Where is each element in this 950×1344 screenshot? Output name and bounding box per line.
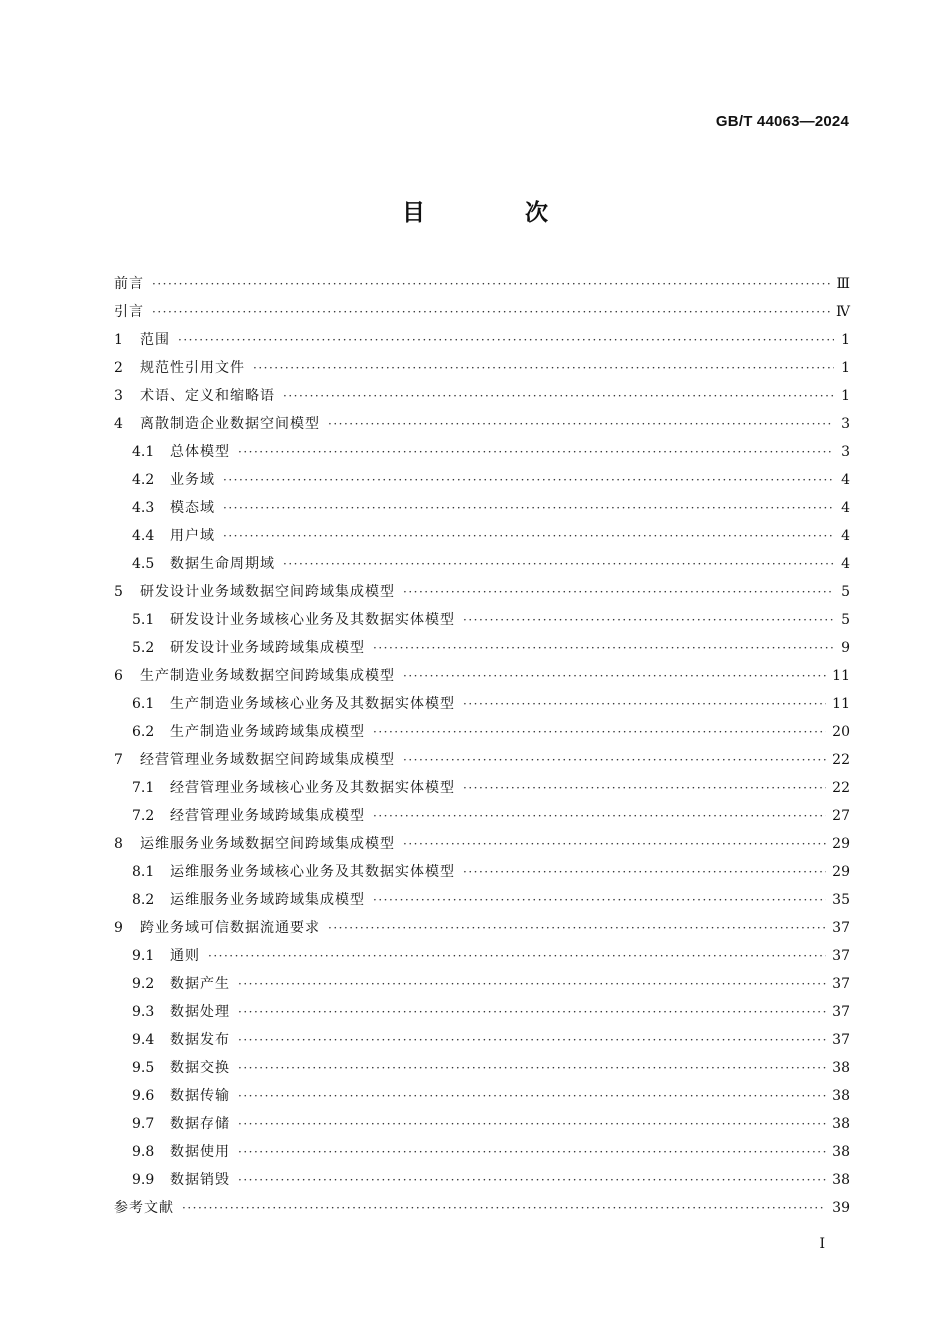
toc-entry-page: 3 bbox=[841, 444, 850, 460]
toc-entry-label: 研发设计业务域数据空间跨域集成模型 bbox=[140, 584, 395, 600]
toc-entry-label: 规范性引用文件 bbox=[140, 360, 245, 376]
dot-leader bbox=[238, 1166, 826, 1194]
dot-leader bbox=[238, 1110, 826, 1138]
toc-entry-number: 8.1 bbox=[132, 864, 155, 880]
standard-code: GB/T 44063—2024 bbox=[715, 113, 849, 130]
toc-entry-label: 运维服务业务域数据空间跨域集成模型 bbox=[140, 836, 395, 852]
toc-entry[interactable] bbox=[114, 382, 850, 410]
toc-entry[interactable] bbox=[114, 522, 850, 550]
toc-entry[interactable] bbox=[114, 326, 850, 354]
toc-entry-page: 4 bbox=[841, 556, 850, 572]
dot-leader bbox=[223, 522, 834, 550]
toc-entry-label: 引言 bbox=[114, 304, 144, 320]
toc-entry-number: 8.2 bbox=[132, 892, 155, 908]
toc-entry-label: 研发设计业务域跨域集成模型 bbox=[170, 640, 365, 656]
toc-entry-number: 5.1 bbox=[132, 612, 155, 628]
dot-leader bbox=[238, 438, 834, 466]
toc-entry-label: 运维服务业务域跨域集成模型 bbox=[170, 892, 365, 908]
toc-entry[interactable] bbox=[114, 746, 850, 774]
toc-entry-page: 38 bbox=[832, 1088, 850, 1104]
toc-entry-page: 39 bbox=[832, 1200, 850, 1216]
toc-entry-page: 4 bbox=[841, 472, 850, 488]
toc-entry-number: 9.1 bbox=[132, 948, 155, 964]
toc-entry[interactable] bbox=[114, 1026, 850, 1054]
toc-entry-label: 范围 bbox=[140, 332, 170, 348]
toc-entry-page: Ⅲ bbox=[836, 276, 850, 292]
toc-entry-label: 数据交换 bbox=[170, 1060, 230, 1076]
toc-entry-label: 生产制造业务域数据空间跨域集成模型 bbox=[140, 668, 395, 684]
dot-leader bbox=[403, 578, 834, 606]
dot-leader bbox=[373, 634, 834, 662]
toc-entry-page: 22 bbox=[832, 752, 850, 768]
toc-entry-label: 数据销毁 bbox=[170, 1172, 230, 1188]
dot-leader bbox=[373, 718, 826, 746]
toc-entry[interactable] bbox=[114, 438, 850, 466]
toc-entry[interactable] bbox=[114, 802, 850, 830]
toc-entry-label: 术语、定义和缩略语 bbox=[140, 388, 275, 404]
dot-leader bbox=[463, 606, 834, 634]
dot-leader bbox=[373, 886, 826, 914]
toc-entry[interactable] bbox=[114, 270, 850, 298]
toc-entry-number: 9.3 bbox=[132, 1004, 155, 1020]
toc-entry-page: 37 bbox=[832, 1032, 850, 1048]
toc-entry-label: 前言 bbox=[114, 276, 144, 292]
toc-entry[interactable] bbox=[114, 886, 850, 914]
toc-entry-number: 4.2 bbox=[132, 472, 155, 488]
toc-entry-number: 9.7 bbox=[132, 1116, 155, 1132]
toc-entry[interactable] bbox=[114, 1082, 850, 1110]
toc-entry-number: 8 bbox=[114, 836, 123, 852]
dot-leader bbox=[223, 494, 834, 522]
dot-leader bbox=[208, 942, 826, 970]
toc-entry-label: 数据传输 bbox=[170, 1088, 230, 1104]
toc-entry-label: 生产制造业务域核心业务及其数据实体模型 bbox=[170, 696, 455, 712]
toc-entry-label: 通则 bbox=[170, 948, 200, 964]
toc-entry-label: 数据生命周期域 bbox=[170, 556, 275, 572]
dot-leader bbox=[403, 662, 826, 690]
toc-entry-number: 5 bbox=[114, 584, 123, 600]
toc-entry-number: 1 bbox=[114, 332, 123, 348]
toc-entry[interactable] bbox=[114, 578, 850, 606]
toc-entry-page: 22 bbox=[832, 780, 850, 796]
toc-entry-number: 7 bbox=[114, 752, 123, 768]
toc-entry-label: 用户域 bbox=[170, 528, 215, 544]
toc-entry-page: 1 bbox=[841, 388, 850, 404]
toc-entry[interactable] bbox=[114, 914, 850, 942]
toc-entry-page: Ⅳ bbox=[836, 304, 850, 320]
toc-entry[interactable] bbox=[114, 774, 850, 802]
toc-entry[interactable] bbox=[114, 606, 850, 634]
toc-entry[interactable] bbox=[114, 970, 850, 998]
toc-entry-label: 数据发布 bbox=[170, 1032, 230, 1048]
dot-leader bbox=[223, 466, 834, 494]
toc-entry-label: 数据使用 bbox=[170, 1144, 230, 1160]
toc-entry-number: 9.4 bbox=[132, 1032, 155, 1048]
toc-entry-page: 37 bbox=[832, 1004, 850, 1020]
toc-entry-page: 35 bbox=[832, 892, 850, 908]
toc-entry-label: 研发设计业务域核心业务及其数据实体模型 bbox=[170, 612, 455, 628]
toc-entry-page: 11 bbox=[832, 668, 850, 684]
toc-entry-page: 5 bbox=[841, 612, 850, 628]
toc-entry-label: 数据处理 bbox=[170, 1004, 230, 1020]
dot-leader bbox=[238, 970, 826, 998]
toc-entry-number: 9.9 bbox=[132, 1172, 155, 1188]
toc-entry-label: 跨业务域可信数据流通要求 bbox=[140, 920, 320, 936]
toc-entry-number: 4.5 bbox=[132, 556, 155, 572]
toc-entry[interactable] bbox=[114, 1166, 850, 1194]
toc-entry[interactable] bbox=[114, 494, 850, 522]
toc-entry[interactable] bbox=[114, 830, 850, 858]
toc-entry-number: 6.2 bbox=[132, 724, 155, 740]
toc-entry[interactable] bbox=[114, 1110, 850, 1138]
toc-entry-label: 总体模型 bbox=[170, 444, 230, 460]
toc-entry[interactable] bbox=[114, 1138, 850, 1166]
dot-leader bbox=[253, 354, 834, 382]
toc-entry-page: 11 bbox=[832, 696, 850, 712]
dot-leader bbox=[283, 382, 834, 410]
toc-entry-number: 6 bbox=[114, 668, 123, 684]
dot-leader bbox=[152, 298, 830, 326]
dot-leader bbox=[238, 1026, 826, 1054]
toc-entry-number: 9.8 bbox=[132, 1144, 155, 1160]
dot-leader bbox=[238, 1138, 826, 1166]
toc-entry-number: 7.1 bbox=[132, 780, 155, 796]
dot-leader bbox=[238, 1082, 826, 1110]
toc-entry[interactable] bbox=[114, 998, 850, 1026]
toc-entry[interactable] bbox=[114, 634, 850, 662]
toc-entry-label: 数据产生 bbox=[170, 976, 230, 992]
dot-leader bbox=[463, 858, 826, 886]
toc-entry-label: 经营管理业务域跨域集成模型 bbox=[170, 808, 365, 824]
toc-entry[interactable] bbox=[114, 550, 850, 578]
toc-entry-label: 生产制造业务域跨域集成模型 bbox=[170, 724, 365, 740]
toc-entry-number: 2 bbox=[114, 360, 123, 376]
page-title: 目 次 bbox=[401, 199, 594, 226]
toc-entry-number: 7.2 bbox=[132, 808, 155, 824]
toc-entry-page: 38 bbox=[832, 1060, 850, 1076]
toc-entry-number: 4.4 bbox=[132, 528, 155, 544]
toc-entry[interactable] bbox=[114, 662, 850, 690]
toc-entry-number: 5.2 bbox=[132, 640, 155, 656]
toc-entry-page: 37 bbox=[832, 920, 850, 936]
dot-leader bbox=[238, 998, 826, 1026]
toc-entry-page: 29 bbox=[832, 836, 850, 852]
dot-leader bbox=[403, 746, 826, 774]
toc-entry-label: 离散制造企业数据空间模型 bbox=[140, 416, 320, 432]
toc-entry-number: 6.1 bbox=[132, 696, 155, 712]
dot-leader bbox=[373, 802, 826, 830]
toc-entry[interactable] bbox=[114, 354, 850, 382]
toc-entry[interactable] bbox=[114, 690, 850, 718]
toc-entry-page: 5 bbox=[841, 584, 850, 600]
toc-entry-page: 1 bbox=[841, 360, 850, 376]
toc-entry-page: 38 bbox=[832, 1172, 850, 1188]
toc-entry-number: 9.2 bbox=[132, 976, 155, 992]
toc-entry-page: 20 bbox=[832, 724, 850, 740]
toc-entry-number: 4.1 bbox=[132, 444, 155, 460]
toc-entry-number: 4 bbox=[114, 416, 123, 432]
dot-leader bbox=[403, 830, 826, 858]
dot-leader bbox=[178, 326, 834, 354]
page-folio: Ⅰ bbox=[819, 1236, 825, 1252]
toc-entry-page: 38 bbox=[832, 1144, 850, 1160]
dot-leader bbox=[328, 410, 834, 438]
dot-leader bbox=[283, 550, 834, 578]
toc-entry[interactable] bbox=[114, 298, 850, 326]
toc-entry[interactable] bbox=[114, 858, 850, 886]
toc-entry-page: 4 bbox=[841, 500, 850, 516]
dot-leader bbox=[238, 1054, 826, 1082]
toc-entry[interactable] bbox=[114, 718, 850, 746]
toc-entry-page: 37 bbox=[832, 948, 850, 964]
toc-entry-number: 3 bbox=[114, 388, 123, 404]
toc-entry[interactable] bbox=[114, 410, 850, 438]
toc-entry-page: 4 bbox=[841, 528, 850, 544]
toc-entry-label: 参考文献 bbox=[114, 1200, 174, 1216]
toc-entry[interactable] bbox=[114, 1054, 850, 1082]
toc-entry-number: 9 bbox=[114, 920, 123, 936]
dot-leader bbox=[182, 1194, 826, 1222]
toc-entry-page: 29 bbox=[832, 864, 850, 880]
toc-entry-page: 3 bbox=[841, 416, 850, 432]
dot-leader bbox=[152, 270, 830, 298]
toc-entry-number: 9.5 bbox=[132, 1060, 155, 1076]
toc-entry-label: 业务域 bbox=[170, 472, 215, 488]
toc-entry-page: 27 bbox=[832, 808, 850, 824]
toc-entry-page: 1 bbox=[841, 332, 850, 348]
toc-entry-page: 37 bbox=[832, 976, 850, 992]
toc-entry[interactable] bbox=[114, 942, 850, 970]
dot-leader bbox=[463, 774, 826, 802]
table-of-contents bbox=[114, 270, 850, 1222]
toc-entry-label: 经营管理业务域数据空间跨域集成模型 bbox=[140, 752, 395, 768]
toc-entry-number: 4.3 bbox=[132, 500, 155, 516]
toc-entry[interactable] bbox=[114, 1194, 850, 1222]
dot-leader bbox=[328, 914, 826, 942]
toc-entry-page: 9 bbox=[841, 640, 850, 656]
toc-entry-label: 数据存储 bbox=[170, 1116, 230, 1132]
dot-leader bbox=[463, 690, 826, 718]
toc-entry-label: 运维服务业务域核心业务及其数据实体模型 bbox=[170, 864, 455, 880]
toc-entry-label: 经营管理业务域核心业务及其数据实体模型 bbox=[170, 780, 455, 796]
toc-entry[interactable] bbox=[114, 466, 850, 494]
toc-entry-number: 9.6 bbox=[132, 1088, 155, 1104]
toc-entry-page: 38 bbox=[832, 1116, 850, 1132]
toc-entry-label: 模态域 bbox=[170, 500, 215, 516]
